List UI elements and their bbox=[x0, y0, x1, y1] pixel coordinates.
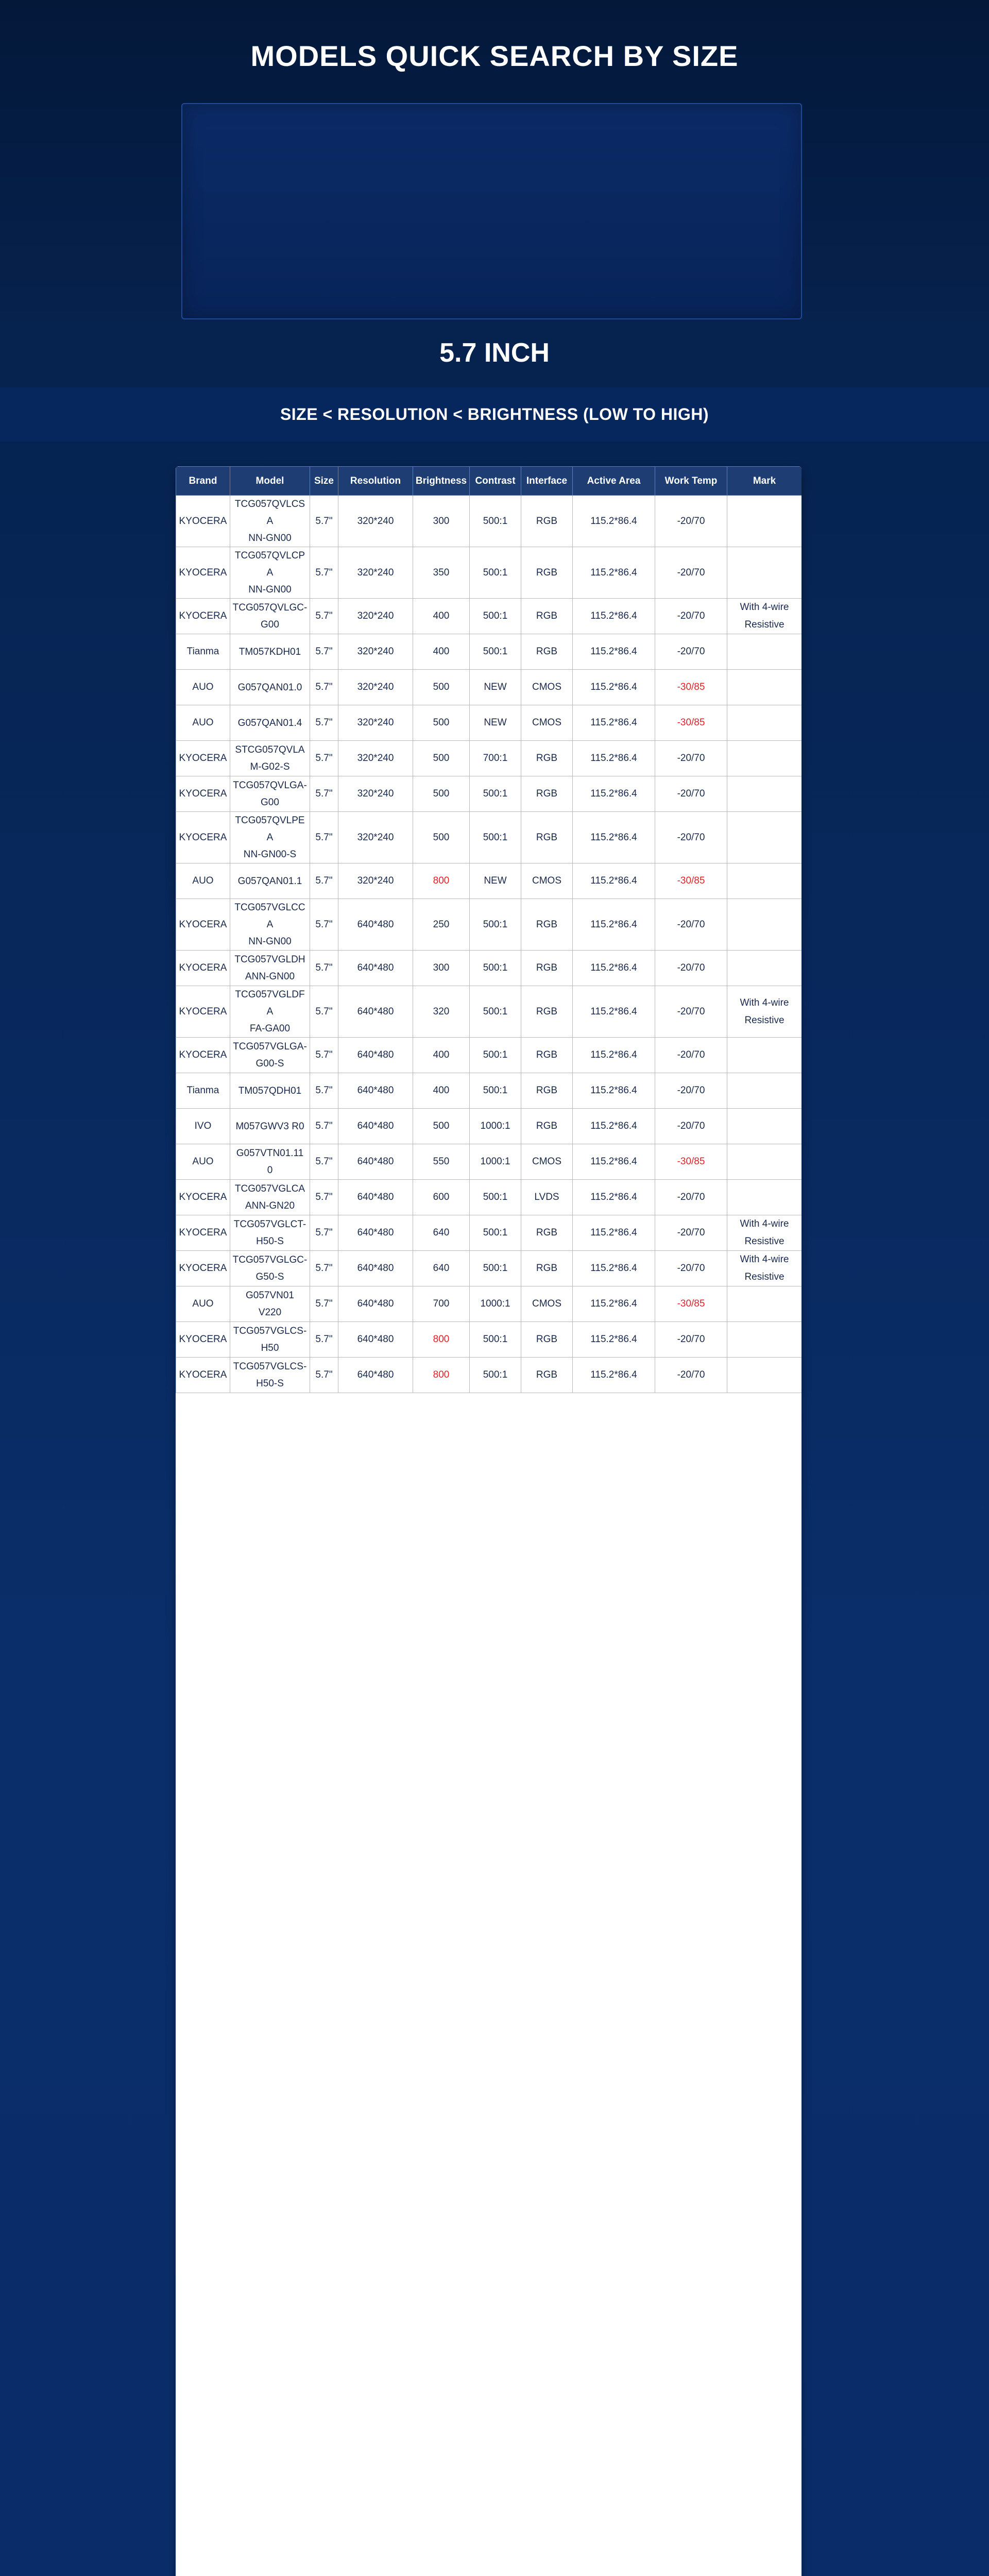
brightness-cell: 400 bbox=[413, 599, 470, 634]
size-cell: 5.7" bbox=[310, 634, 338, 670]
active-area-cell: 115.2*86.4 bbox=[573, 1286, 655, 1322]
size-cell: 5.7" bbox=[310, 1322, 338, 1358]
mark-cell bbox=[727, 1038, 802, 1073]
brightness-cell: 800 bbox=[413, 863, 470, 899]
work-temp-cell: -20/70 bbox=[655, 1251, 727, 1286]
work-temp-cell: -30/85 bbox=[655, 670, 727, 705]
mark-cell bbox=[727, 1286, 802, 1322]
work-temp-cell: -30/85 bbox=[655, 705, 727, 741]
resolution-cell: 640*480 bbox=[338, 899, 413, 951]
size-cell: 5.7" bbox=[310, 1358, 338, 1393]
model-cell: TCG057QVLCSA NN-GN00 bbox=[230, 496, 310, 547]
brightness-cell: 500 bbox=[413, 776, 470, 812]
interface-cell: RGB bbox=[521, 812, 573, 863]
interface-cell: RGB bbox=[521, 776, 573, 812]
resolution-cell: 320*240 bbox=[338, 670, 413, 705]
work-temp-cell: -30/85 bbox=[655, 1144, 727, 1180]
brightness-cell: 800 bbox=[413, 1358, 470, 1393]
interface-cell: RGB bbox=[521, 496, 573, 547]
models-table-card bbox=[176, 466, 802, 2576]
size-cell: 5.7" bbox=[310, 705, 338, 741]
brightness-cell: 320 bbox=[413, 986, 470, 1038]
contrast-cell: 1000:1 bbox=[470, 1144, 521, 1180]
interface-cell: RGB bbox=[521, 1358, 573, 1393]
brightness-cell: 400 bbox=[413, 1073, 470, 1109]
brightness-cell: 640 bbox=[413, 1215, 470, 1251]
size-cell: 5.7" bbox=[310, 1180, 338, 1215]
work-temp-cell: -20/70 bbox=[655, 951, 727, 986]
column-header-brightness: Brightness bbox=[413, 467, 470, 496]
model-cell: TCG057QVLPEA NN-GN00-S bbox=[230, 812, 310, 863]
brand-cell: KYOCERA bbox=[176, 899, 230, 951]
size-cell: 5.7" bbox=[310, 776, 338, 812]
resolution-cell: 320*240 bbox=[338, 776, 413, 812]
mark-cell bbox=[727, 899, 802, 951]
active-area-cell: 115.2*86.4 bbox=[573, 741, 655, 776]
model-cell: TCG057VGLCT- H50-S bbox=[230, 1215, 310, 1251]
interface-cell: RGB bbox=[521, 1038, 573, 1073]
active-area-cell: 115.2*86.4 bbox=[573, 496, 655, 547]
interface-cell: RGB bbox=[521, 1073, 573, 1109]
model-cell: TM057QDH01 bbox=[230, 1073, 310, 1109]
size-cell: 5.7" bbox=[310, 986, 338, 1038]
resolution-cell: 640*480 bbox=[338, 1038, 413, 1073]
resolution-cell: 320*240 bbox=[338, 863, 413, 899]
model-cell: TCG057QVLCPA NN-GN00 bbox=[230, 547, 310, 599]
brightness-cell: 800 bbox=[413, 1322, 470, 1358]
brightness-cell: 500 bbox=[413, 812, 470, 863]
interface-cell: CMOS bbox=[521, 1144, 573, 1180]
contrast-cell: 500:1 bbox=[470, 496, 521, 547]
size-cell: 5.7" bbox=[310, 1144, 338, 1180]
model-cell: TCG057VGLGA- G00-S bbox=[230, 1038, 310, 1073]
resolution-cell: 320*240 bbox=[338, 547, 413, 599]
work-temp-cell: -20/70 bbox=[655, 496, 727, 547]
brand-cell: KYOCERA bbox=[176, 1215, 230, 1251]
brightness-cell: 400 bbox=[413, 1038, 470, 1073]
interface-cell: RGB bbox=[521, 634, 573, 670]
table-row bbox=[176, 1073, 802, 1109]
contrast-cell: 500:1 bbox=[470, 599, 521, 634]
size-cell: 5.7" bbox=[310, 1215, 338, 1251]
brightness-cell: 640 bbox=[413, 1251, 470, 1286]
active-area-cell: 115.2*86.4 bbox=[573, 1073, 655, 1109]
column-header-work-temp: Work Temp bbox=[655, 467, 727, 496]
work-temp-cell: -20/70 bbox=[655, 812, 727, 863]
column-header-model: Model bbox=[230, 467, 310, 496]
resolution-cell: 640*480 bbox=[338, 951, 413, 986]
contrast-cell: 1000:1 bbox=[470, 1109, 521, 1144]
work-temp-cell: -20/70 bbox=[655, 1038, 727, 1073]
contrast-cell: 500:1 bbox=[470, 776, 521, 812]
interface-cell: RGB bbox=[521, 986, 573, 1038]
mark-cell: With 4-wire Resistive bbox=[727, 599, 802, 634]
column-header-mark: Mark bbox=[727, 467, 802, 496]
model-cell: G057VN01 V220 bbox=[230, 1286, 310, 1322]
active-area-cell: 115.2*86.4 bbox=[573, 863, 655, 899]
table-row bbox=[176, 812, 802, 863]
interface-cell: CMOS bbox=[521, 1286, 573, 1322]
model-cell: TCG057VGLCS- H50 bbox=[230, 1322, 310, 1358]
active-area-cell: 115.2*86.4 bbox=[573, 1215, 655, 1251]
active-area-cell: 115.2*86.4 bbox=[573, 547, 655, 599]
active-area-cell: 115.2*86.4 bbox=[573, 951, 655, 986]
table-row bbox=[176, 863, 802, 899]
model-cell: G057VTN01.11 0 bbox=[230, 1144, 310, 1180]
resolution-cell: 640*480 bbox=[338, 1251, 413, 1286]
brightness-cell: 350 bbox=[413, 547, 470, 599]
banner-image-placeholder bbox=[181, 103, 802, 319]
brand-cell: KYOCERA bbox=[176, 599, 230, 634]
brand-cell: KYOCERA bbox=[176, 1322, 230, 1358]
mark-cell bbox=[727, 1322, 802, 1358]
size-cell: 5.7" bbox=[310, 599, 338, 634]
resolution-cell: 640*480 bbox=[338, 1109, 413, 1144]
work-temp-cell: -20/70 bbox=[655, 1180, 727, 1215]
model-cell: TCG057VGLCA ANN-GN20 bbox=[230, 1180, 310, 1215]
brightness-cell: 700 bbox=[413, 1286, 470, 1322]
interface-cell: RGB bbox=[521, 599, 573, 634]
interface-cell: RGB bbox=[521, 1215, 573, 1251]
contrast-cell: NEW bbox=[470, 863, 521, 899]
brightness-cell: 500 bbox=[413, 670, 470, 705]
contrast-cell: 500:1 bbox=[470, 1322, 521, 1358]
mark-cell bbox=[727, 670, 802, 705]
interface-cell: RGB bbox=[521, 741, 573, 776]
brightness-cell: 300 bbox=[413, 951, 470, 986]
model-cell: TCG057QVLGA- G00 bbox=[230, 776, 310, 812]
interface-cell: RGB bbox=[521, 1109, 573, 1144]
model-cell: G057QAN01.0 bbox=[230, 670, 310, 705]
size-cell: 5.7" bbox=[310, 951, 338, 986]
size-cell: 5.7" bbox=[310, 670, 338, 705]
table-row bbox=[176, 1180, 802, 1215]
column-header-active-area: Active Area bbox=[573, 467, 655, 496]
resolution-cell: 320*240 bbox=[338, 634, 413, 670]
mark-cell: With 4-wire Resistive bbox=[727, 986, 802, 1038]
model-cell: TCG057VGLCCA NN-GN00 bbox=[230, 899, 310, 951]
active-area-cell: 115.2*86.4 bbox=[573, 599, 655, 634]
brightness-cell: 300 bbox=[413, 496, 470, 547]
model-cell: STCG057QVLA M-G02-S bbox=[230, 741, 310, 776]
mark-cell bbox=[727, 1109, 802, 1144]
mark-cell bbox=[727, 1144, 802, 1180]
work-temp-cell: -20/70 bbox=[655, 1109, 727, 1144]
brightness-cell: 500 bbox=[413, 741, 470, 776]
column-header-interface: Interface bbox=[521, 467, 573, 496]
contrast-cell: 700:1 bbox=[470, 741, 521, 776]
brand-cell: Tianma bbox=[176, 634, 230, 670]
brand-cell: AUO bbox=[176, 1286, 230, 1322]
sort-order-label: SIZE < RESOLUTION < BRIGHTNESS (LOW TO HIGH) bbox=[280, 405, 709, 423]
interface-cell: RGB bbox=[521, 547, 573, 599]
resolution-cell: 640*480 bbox=[338, 1144, 413, 1180]
resolution-cell: 640*480 bbox=[338, 1358, 413, 1393]
work-temp-cell: -20/70 bbox=[655, 741, 727, 776]
mark-cell: With 4-wire Resistive bbox=[727, 1251, 802, 1286]
active-area-cell: 115.2*86.4 bbox=[573, 1109, 655, 1144]
active-area-cell: 115.2*86.4 bbox=[573, 1038, 655, 1073]
contrast-cell: 500:1 bbox=[470, 986, 521, 1038]
interface-cell: CMOS bbox=[521, 863, 573, 899]
column-header-size: Size bbox=[310, 467, 338, 496]
work-temp-cell: -20/70 bbox=[655, 547, 727, 599]
interface-cell: LVDS bbox=[521, 1180, 573, 1215]
mark-cell bbox=[727, 863, 802, 899]
column-header-contrast: Contrast bbox=[470, 467, 521, 496]
brand-cell: KYOCERA bbox=[176, 986, 230, 1038]
interface-cell: RGB bbox=[521, 1251, 573, 1286]
work-temp-cell: -20/70 bbox=[655, 1073, 727, 1109]
resolution-cell: 640*480 bbox=[338, 1322, 413, 1358]
work-temp-cell: -20/70 bbox=[655, 899, 727, 951]
active-area-cell: 115.2*86.4 bbox=[573, 634, 655, 670]
contrast-cell: 500:1 bbox=[470, 1073, 521, 1109]
table-row bbox=[176, 951, 802, 986]
mark-cell bbox=[727, 634, 802, 670]
page-title: MODELS QUICK SEARCH BY SIZE bbox=[250, 40, 739, 72]
work-temp-cell: -20/70 bbox=[655, 1322, 727, 1358]
brightness-cell: 600 bbox=[413, 1180, 470, 1215]
model-cell: TM057KDH01 bbox=[230, 634, 310, 670]
table-row bbox=[176, 670, 802, 705]
brightness-cell: 400 bbox=[413, 634, 470, 670]
work-temp-cell: -20/70 bbox=[655, 1215, 727, 1251]
interface-cell: CMOS bbox=[521, 670, 573, 705]
contrast-cell: 500:1 bbox=[470, 1251, 521, 1286]
size-cell: 5.7" bbox=[310, 863, 338, 899]
resolution-cell: 320*240 bbox=[338, 705, 413, 741]
contrast-cell: 500:1 bbox=[470, 899, 521, 951]
table-row bbox=[176, 1358, 802, 1393]
brand-cell: AUO bbox=[176, 863, 230, 899]
work-temp-cell: -20/70 bbox=[655, 986, 727, 1038]
table-row bbox=[176, 1215, 802, 1251]
table-header-row bbox=[176, 467, 802, 496]
mark-cell bbox=[727, 741, 802, 776]
size-cell: 5.7" bbox=[310, 899, 338, 951]
model-cell: TCG057VGLDFA FA-GA00 bbox=[230, 986, 310, 1038]
brand-cell: KYOCERA bbox=[176, 1251, 230, 1286]
brand-cell: KYOCERA bbox=[176, 741, 230, 776]
table-row bbox=[176, 634, 802, 670]
work-temp-cell: -20/70 bbox=[655, 634, 727, 670]
brand-cell: KYOCERA bbox=[176, 776, 230, 812]
resolution-cell: 640*480 bbox=[338, 1073, 413, 1109]
resolution-cell: 640*480 bbox=[338, 1215, 413, 1251]
size-cell: 5.7" bbox=[310, 741, 338, 776]
table-row bbox=[176, 496, 802, 547]
size-cell: 5.7" bbox=[310, 1109, 338, 1144]
interface-cell: RGB bbox=[521, 1322, 573, 1358]
brand-cell: KYOCERA bbox=[176, 1358, 230, 1393]
column-header-resolution: Resolution bbox=[338, 467, 413, 496]
models-table bbox=[176, 466, 802, 1393]
size-cell: 5.7" bbox=[310, 496, 338, 547]
table-row bbox=[176, 1109, 802, 1144]
table-row bbox=[176, 1286, 802, 1322]
work-temp-cell: -20/70 bbox=[655, 776, 727, 812]
active-area-cell: 115.2*86.4 bbox=[573, 1251, 655, 1286]
resolution-cell: 640*480 bbox=[338, 1180, 413, 1215]
resolution-cell: 320*240 bbox=[338, 496, 413, 547]
resolution-cell: 320*240 bbox=[338, 741, 413, 776]
mark-cell bbox=[727, 812, 802, 863]
contrast-cell: 500:1 bbox=[470, 634, 521, 670]
work-temp-cell: -20/70 bbox=[655, 1358, 727, 1393]
mark-cell: With 4-wire Resistive bbox=[727, 1215, 802, 1251]
size-cell: 5.7" bbox=[310, 1286, 338, 1322]
contrast-cell: 1000:1 bbox=[470, 1286, 521, 1322]
brightness-cell: 500 bbox=[413, 705, 470, 741]
size-cell: 5.7" bbox=[310, 1251, 338, 1286]
mark-cell bbox=[727, 1358, 802, 1393]
brand-cell: AUO bbox=[176, 670, 230, 705]
contrast-cell: 500:1 bbox=[470, 951, 521, 986]
table-row bbox=[176, 599, 802, 634]
work-temp-cell: -30/85 bbox=[655, 1286, 727, 1322]
resolution-cell: 640*480 bbox=[338, 986, 413, 1038]
table-body bbox=[176, 496, 802, 1393]
brand-cell: KYOCERA bbox=[176, 812, 230, 863]
size-cell: 5.7" bbox=[310, 1073, 338, 1109]
contrast-cell: 500:1 bbox=[470, 1215, 521, 1251]
brightness-cell: 500 bbox=[413, 1109, 470, 1144]
brand-cell: AUO bbox=[176, 705, 230, 741]
mark-cell bbox=[727, 496, 802, 547]
brand-cell: Tianma bbox=[176, 1073, 230, 1109]
table-row bbox=[176, 705, 802, 741]
section-title: 5.7 INCH bbox=[439, 338, 550, 368]
table-row bbox=[176, 1144, 802, 1180]
table-row bbox=[176, 776, 802, 812]
size-cell: 5.7" bbox=[310, 812, 338, 863]
active-area-cell: 115.2*86.4 bbox=[573, 1180, 655, 1215]
table-row bbox=[176, 547, 802, 599]
table-row bbox=[176, 1251, 802, 1286]
active-area-cell: 115.2*86.4 bbox=[573, 899, 655, 951]
mark-cell bbox=[727, 951, 802, 986]
active-area-cell: 115.2*86.4 bbox=[573, 670, 655, 705]
sort-order-band bbox=[0, 387, 989, 442]
contrast-cell: 500:1 bbox=[470, 1358, 521, 1393]
interface-cell: CMOS bbox=[521, 705, 573, 741]
size-cell: 5.7" bbox=[310, 547, 338, 599]
active-area-cell: 115.2*86.4 bbox=[573, 705, 655, 741]
table-row bbox=[176, 899, 802, 951]
model-cell: G057QAN01.1 bbox=[230, 863, 310, 899]
model-cell: TCG057VGLDH ANN-GN00 bbox=[230, 951, 310, 986]
brightness-cell: 550 bbox=[413, 1144, 470, 1180]
contrast-cell: NEW bbox=[470, 670, 521, 705]
brand-cell: KYOCERA bbox=[176, 1180, 230, 1215]
work-temp-cell: -30/85 bbox=[655, 863, 727, 899]
contrast-cell: 500:1 bbox=[470, 812, 521, 863]
brand-cell: AUO bbox=[176, 1144, 230, 1180]
size-cell: 5.7" bbox=[310, 1038, 338, 1073]
brand-cell: KYOCERA bbox=[176, 1038, 230, 1073]
table-row bbox=[176, 1038, 802, 1073]
model-cell: TCG057QVLGC- G00 bbox=[230, 599, 310, 634]
resolution-cell: 320*240 bbox=[338, 599, 413, 634]
table-row bbox=[176, 986, 802, 1038]
brightness-cell: 250 bbox=[413, 899, 470, 951]
brand-cell: KYOCERA bbox=[176, 547, 230, 599]
resolution-cell: 640*480 bbox=[338, 1286, 413, 1322]
table-row bbox=[176, 741, 802, 776]
model-cell: G057QAN01.4 bbox=[230, 705, 310, 741]
model-cell: TCG057VGLGC- G50-S bbox=[230, 1251, 310, 1286]
table-row bbox=[176, 1322, 802, 1358]
mark-cell bbox=[727, 1073, 802, 1109]
active-area-cell: 115.2*86.4 bbox=[573, 776, 655, 812]
interface-cell: RGB bbox=[521, 951, 573, 986]
mark-cell bbox=[727, 1180, 802, 1215]
column-header-brand: Brand bbox=[176, 467, 230, 496]
active-area-cell: 115.2*86.4 bbox=[573, 1322, 655, 1358]
interface-cell: RGB bbox=[521, 899, 573, 951]
active-area-cell: 115.2*86.4 bbox=[573, 1144, 655, 1180]
contrast-cell: 500:1 bbox=[470, 1180, 521, 1215]
active-area-cell: 115.2*86.4 bbox=[573, 1358, 655, 1393]
brand-cell: KYOCERA bbox=[176, 951, 230, 986]
model-cell: M057GWV3 R0 bbox=[230, 1109, 310, 1144]
brand-cell: IVO bbox=[176, 1109, 230, 1144]
active-area-cell: 115.2*86.4 bbox=[573, 986, 655, 1038]
mark-cell bbox=[727, 547, 802, 599]
model-cell: TCG057VGLCS- H50-S bbox=[230, 1358, 310, 1393]
resolution-cell: 320*240 bbox=[338, 812, 413, 863]
work-temp-cell: -20/70 bbox=[655, 599, 727, 634]
brand-cell: KYOCERA bbox=[176, 496, 230, 547]
mark-cell bbox=[727, 776, 802, 812]
contrast-cell: 500:1 bbox=[470, 547, 521, 599]
active-area-cell: 115.2*86.4 bbox=[573, 812, 655, 863]
mark-cell bbox=[727, 705, 802, 741]
contrast-cell: 500:1 bbox=[470, 1038, 521, 1073]
contrast-cell: NEW bbox=[470, 705, 521, 741]
